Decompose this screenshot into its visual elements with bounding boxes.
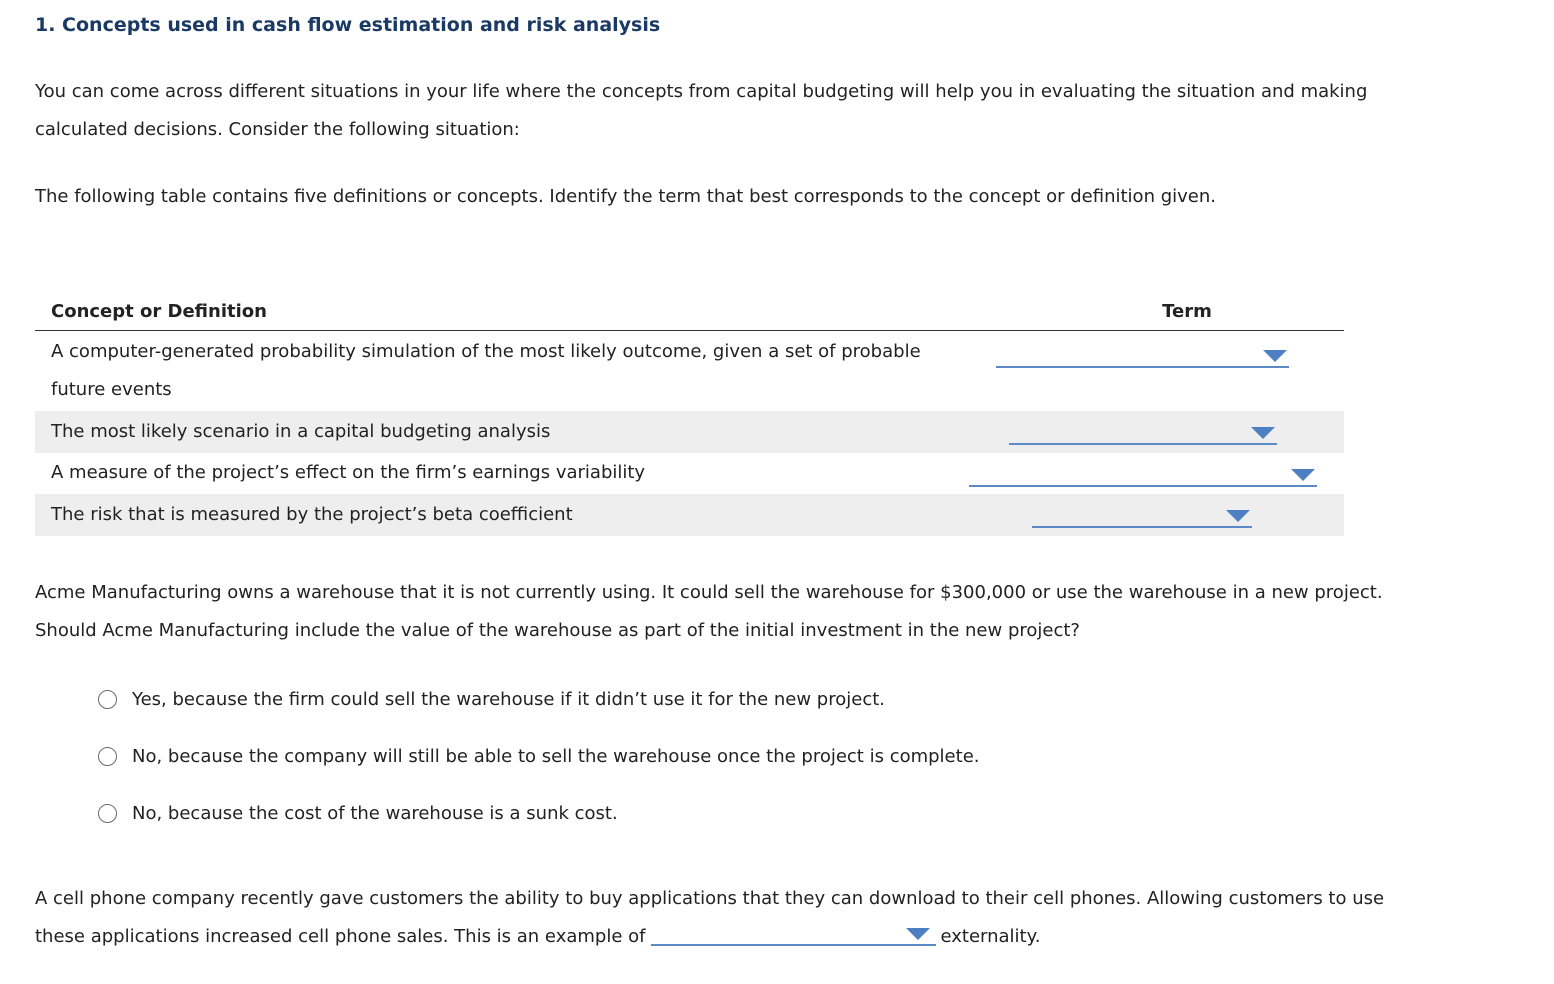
header-term: Term	[1162, 301, 1212, 322]
chevron-down-icon	[1291, 469, 1315, 481]
header-concept: Concept or Definition	[51, 301, 267, 322]
option-label: No, because the cost of the warehouse is a sunk cost.	[132, 803, 618, 824]
term-dropdown-1[interactable]	[996, 346, 1289, 368]
option-label: No, because the company will still be able to sell the warehouse once the project is complete.	[132, 746, 980, 767]
warehouse-line-2: Should Acme Manufacturing include the value of the warehouse as part of the initial investment in the new project?	[35, 620, 1080, 641]
instructions: The following table contains five definitions or concepts. Identify the term that best corresponds to the concept or definition given.	[35, 186, 1216, 207]
cellphone-line-1: A cell phone company recently gave customers the ability to buy applications that they can download to their cell phones. Allowing customers to use	[35, 888, 1385, 909]
term-dropdown-4[interactable]	[1032, 506, 1252, 528]
chevron-down-icon	[1263, 350, 1287, 362]
intro-paragraph	[35, 73, 1367, 149]
warehouse-question	[35, 574, 1383, 650]
concepts-table	[35, 293, 1344, 536]
chevron-down-icon	[1226, 510, 1250, 522]
radio-button[interactable]	[98, 804, 117, 823]
table-header	[35, 293, 1344, 331]
cellphone-question	[35, 880, 1384, 956]
warehouse-line-1: Acme Manufacturing owns a warehouse that it is not currently using. It could sell the warehouse for $300,000 or use the warehouse in a new project.	[35, 582, 1383, 603]
option-no-sell-later[interactable]	[98, 741, 1098, 777]
externality-dropdown[interactable]	[651, 924, 936, 946]
table-row	[35, 331, 1344, 411]
radio-button[interactable]	[98, 690, 117, 709]
chevron-down-icon	[906, 928, 930, 940]
cellphone-line-2-after: externality.	[940, 926, 1041, 947]
table-row	[35, 453, 1344, 494]
row-definition: The risk that is measured by the project’s beta coefficient	[51, 504, 573, 525]
option-label: Yes, because the firm could sell the warehouse if it didn’t use it for the new project.	[132, 689, 886, 710]
radio-button[interactable]	[98, 747, 117, 766]
row-definition: A measure of the project’s effect on the firm’s earnings variability	[51, 462, 646, 483]
row-definition: A computer-generated probability simulation of the most likely outcome, given a set of probable future events	[51, 341, 921, 400]
term-dropdown-2[interactable]	[1009, 423, 1277, 445]
intro-line-1: You can come across different situations in your life where the concepts from capital budgeting will help you in evaluating the situation and making	[35, 81, 1368, 102]
term-dropdown-3[interactable]	[969, 465, 1317, 487]
cellphone-line-2-before: these applications increased cell phone sales. This is an example of	[35, 926, 646, 947]
table-row	[35, 411, 1344, 453]
option-no-sunk-cost[interactable]	[98, 798, 1098, 834]
option-yes-could-sell[interactable]	[98, 684, 1098, 720]
chevron-down-icon	[1251, 427, 1275, 439]
question-title: 1. Concepts used in cash flow estimation and risk analysis	[35, 14, 661, 36]
table-row	[35, 494, 1344, 536]
row-definition: The most likely scenario in a capital budgeting analysis	[51, 421, 551, 442]
intro-line-2: calculated decisions. Consider the following situation:	[35, 119, 520, 140]
